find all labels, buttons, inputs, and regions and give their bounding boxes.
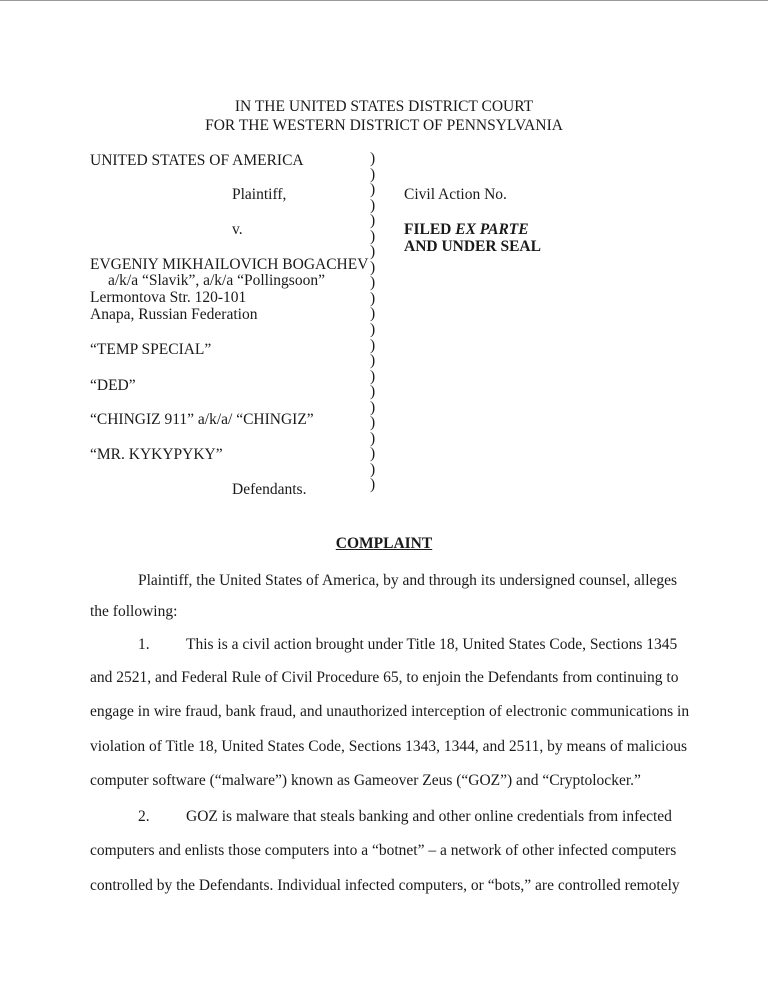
paragraph-1-line-5: computer software (“malware”) known as Gameover Zeus (“GOZ”) and “Cryptolocker.” [90,772,641,789]
filed-prefix: FILED [404,221,452,238]
defendant-chingiz: “CHINGIZ 911” a/k/a/ “CHINGIZ” [90,411,314,428]
filed-ex-parte-italic: EX PARTE [455,221,529,238]
plaintiff-name: UNITED STATES OF AMERICA [90,152,304,169]
caption-paren-column: ) ) ) ) ) ) ) ) ) ) ) ) ) ) ) ) ) ) ) ) ) ) [370,150,376,494]
page-top-border [0,0,768,1]
paragraph-1-number: 1. [138,636,150,653]
defendant-address-line2: Anapa, Russian Federation [90,306,258,323]
intro-line-1: Plaintiff, the United States of America, by and through its undersigned counsel, alleges [138,572,678,589]
court-name-line: IN THE UNITED STATES DISTRICT COURT [234,98,534,115]
defendant-ded: “DED” [90,377,136,394]
paragraph-2-line-1: GOZ is malware that steals banking and other online credentials from infected [186,808,672,825]
defendant-temp-special: “TEMP SPECIAL” [90,341,212,358]
paragraph-2-line-3: controlled by the Defendants. Individual infected computers, or “bots,” are controlled remotely [90,877,680,894]
paragraph-1-line-3: engage in wire fraud, bank fraud, and unauthorized interception of electronic communications in [90,703,690,720]
paragraph-2-number: 2. [138,808,150,825]
intro-line-2: the following: [90,603,178,620]
filed-ex-parte [404,221,529,239]
document-title: COMPLAINT [335,535,433,552]
defendants-label: Defendants. [232,481,307,498]
civil-action-number: Civil Action No. [404,186,507,203]
versus-label: v. [232,221,243,238]
paragraph-1-line-2: and 2521, and Federal Rule of Civil Procedure 65, to enjoin the Defendants from continuing to [90,669,679,686]
defendant-address-line1: Lermontova Str. 120-101 [90,289,247,306]
paragraph-1-line-4: violation of Title 18, United States Code, Sections 1343, 1344, and 2511, by means of malicious [90,738,687,755]
plaintiff-label: Plaintiff, [232,186,287,203]
paragraph-2-line-2: computers and enlists those computers into a “botnet” – a network of other infected computers [90,842,677,859]
defendant-kykypyky: “MR. KYKYPYKY” [90,446,223,463]
court-district-line: FOR THE WESTERN DISTRICT OF PENNSYLVANIA [205,117,563,134]
defendant-name: EVGENIY MIKHAILOVICH BOGACHEV [90,256,369,273]
under-seal: AND UNDER SEAL [404,238,541,255]
paragraph-1-line-1: This is a civil action brought under Title 18, United States Code, Sections 1345 [186,636,678,653]
defendant-aka: a/k/a “Slavik”, a/k/a “Pollingsoon” [108,272,325,289]
